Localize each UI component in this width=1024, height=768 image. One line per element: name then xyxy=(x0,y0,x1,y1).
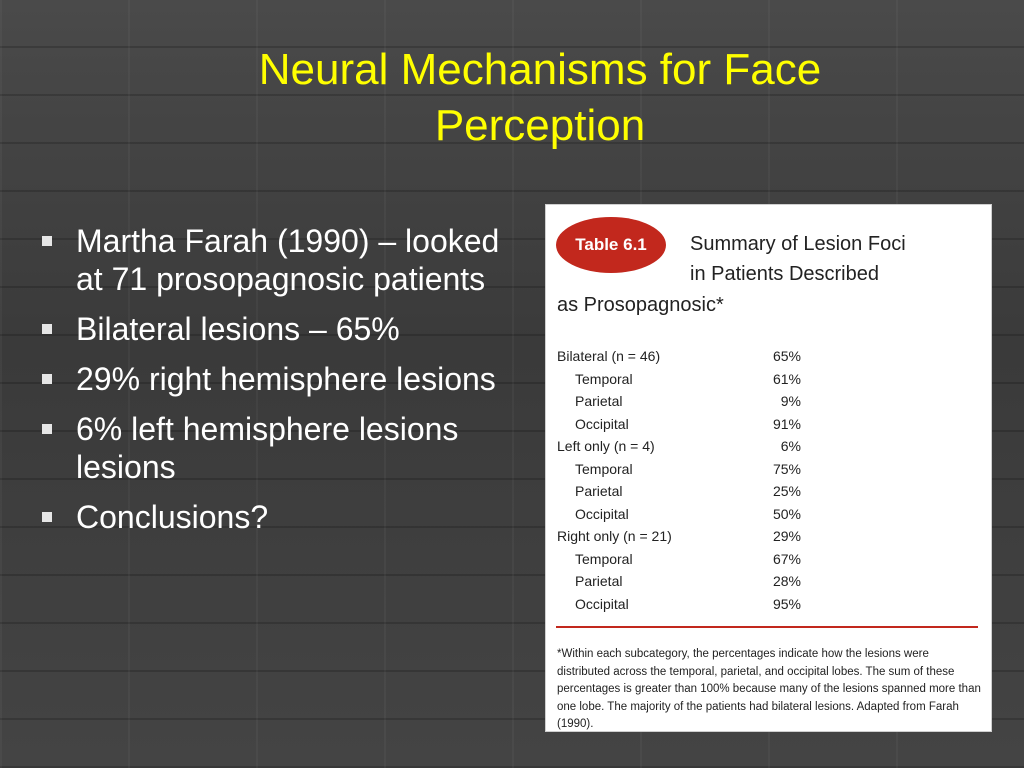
bullet-text: 29% right hemisphere lesions xyxy=(76,361,496,397)
row-label: Parietal xyxy=(575,393,623,409)
table-row xyxy=(557,345,977,368)
bullet-text: Martha Farah (1990) – looked at 71 prosopagnosic patients xyxy=(76,223,500,297)
table-caption: Summary of Lesion Foci xyxy=(690,233,906,255)
row-label: Right only (n = 21) xyxy=(557,528,672,544)
row-label: Occipital xyxy=(575,505,629,522)
table-row xyxy=(557,458,977,481)
table-caption: in Patients Described xyxy=(690,263,879,285)
row-label: Temporal xyxy=(575,550,633,567)
table-row xyxy=(557,503,977,526)
row-value: 67% xyxy=(772,550,801,567)
table-row xyxy=(557,593,977,616)
bullet-item xyxy=(38,410,508,486)
bullet-list xyxy=(38,222,508,548)
lesion-table-figure xyxy=(545,204,992,732)
table-row xyxy=(557,413,977,436)
bullet-text: Bilateral lesions – 65% xyxy=(76,311,400,347)
table-footnote: *Within each subcategory, the percentages indicate how the lesions were distributed across the temporal, parietal, and occipital lobes. The sum of these percentages is greater than 100% because many of the lesions spanned more than one lobe. The majority of the patients had bilateral lesions. Adapted from Farah (1990). xyxy=(557,648,981,730)
bullet-item xyxy=(38,498,508,536)
row-value: 6% xyxy=(780,438,801,454)
row-value: 65% xyxy=(772,348,801,364)
table-row xyxy=(557,368,977,391)
bullet-item xyxy=(38,310,508,348)
row-label: Parietal xyxy=(575,483,623,499)
row-value: 91% xyxy=(772,415,801,432)
table-row xyxy=(557,435,977,458)
table-row xyxy=(557,570,977,593)
row-value: 95% xyxy=(772,595,801,612)
row-label: Temporal xyxy=(575,370,633,387)
bullet-text: 6% left hemisphere lesions lesions xyxy=(76,411,459,485)
row-value: 9% xyxy=(780,393,801,409)
bullet-item xyxy=(38,222,508,298)
square-bullet-icon xyxy=(42,374,52,384)
row-value: 50% xyxy=(772,505,801,522)
bullet-item xyxy=(38,360,508,398)
table-row xyxy=(557,480,977,503)
row-value: 29% xyxy=(772,528,801,544)
table-badge: Table 6.1 xyxy=(556,217,666,273)
row-label: Left only (n = 4) xyxy=(557,438,655,454)
bullet-text: Conclusions? xyxy=(76,499,269,535)
table-row xyxy=(557,548,977,571)
table-row xyxy=(557,525,977,548)
square-bullet-icon xyxy=(42,236,52,246)
square-bullet-icon xyxy=(42,424,52,434)
row-value: 75% xyxy=(772,460,801,477)
row-value: 28% xyxy=(772,573,801,589)
square-bullet-icon xyxy=(42,324,52,334)
row-label: Occipital xyxy=(575,595,629,612)
row-value: 25% xyxy=(772,483,801,499)
row-value: 61% xyxy=(772,370,801,387)
row-label: Occipital xyxy=(575,415,629,432)
square-bullet-icon xyxy=(42,512,52,522)
row-label: Bilateral (n = 46) xyxy=(557,348,661,364)
lesion-table-rows xyxy=(557,345,977,615)
row-label: Temporal xyxy=(575,460,633,477)
table-caption: as Prosopagnosic* xyxy=(557,294,724,316)
table-divider xyxy=(556,626,978,628)
table-row xyxy=(557,390,977,413)
row-label: Parietal xyxy=(575,573,623,589)
slide-title: Neural Mechanisms for Face Perception xyxy=(258,45,822,150)
